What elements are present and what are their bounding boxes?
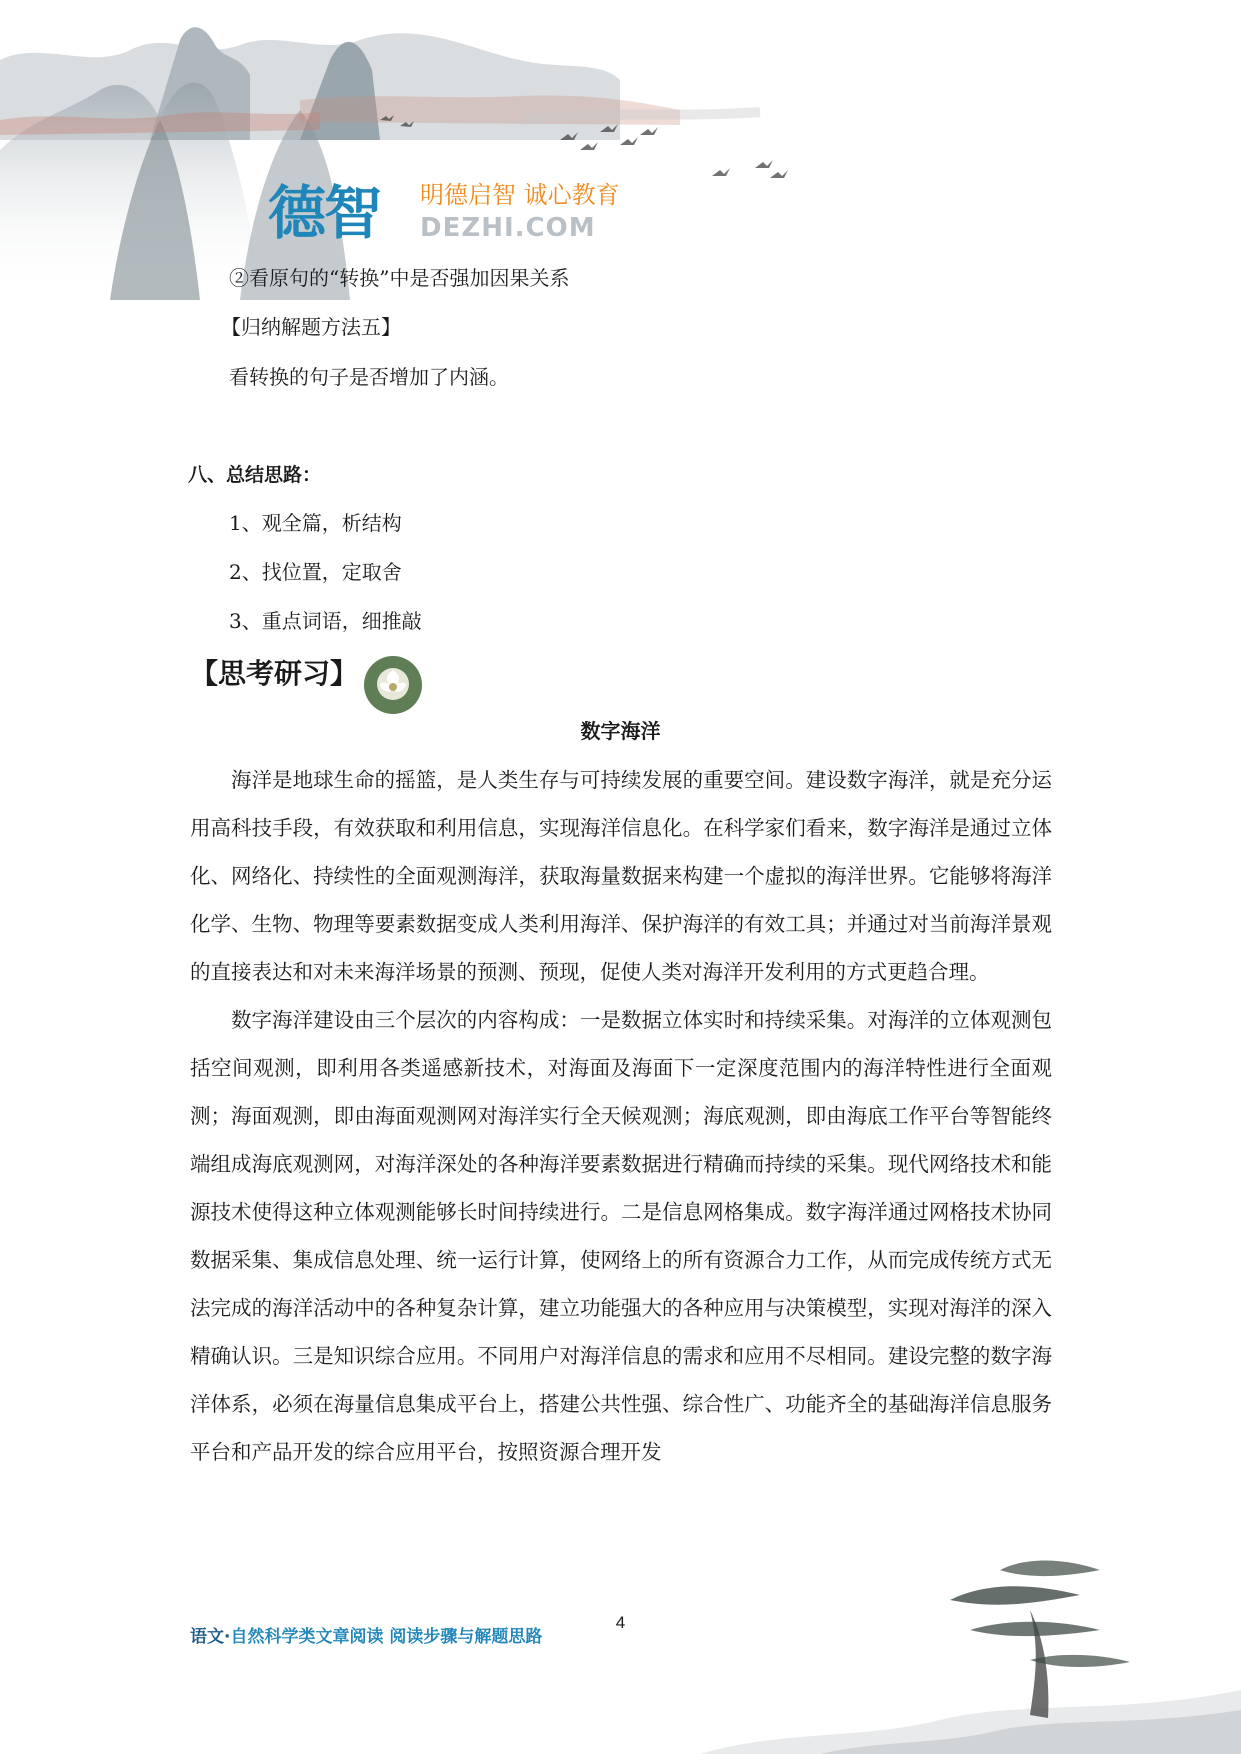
article-body (190, 756, 1052, 1476)
footer-title (190, 1622, 542, 1647)
article-paragraph: 数字海洋建设由三个层次的内容构成：一是数据立体实时和持续采集。对海洋的立体观测包括空间观测，即利用各类遥感新技术，对海面及海面下一定深度范围内的海洋特性进行全面观测；海面观测，即由海面观测网对海洋实行全天候观测；海底观测，即由海底工作平台等智能终端组成海底观测网，对海洋深处的各种海洋要素数据进行精确而持续的采集。现代网络技术和能源技术使得这种立体观测能够长时间持续进行。二是信息网格集成。数字海洋通过网格技术协同数据采集、集成信息处理、统一运行计算，使网络上的所有资源合力工作，从而完成传统方式无法完成的海洋活动中的各种复杂计算，建立功能强大的各种应用与决策模型，实现对海洋的深入精确认识。三是知识综合应用。不同用户对海洋信息的需求和应用不尽相同。建设完整的数字海洋体系，必须在海量信息集成平台上，搭建公共性强、综合性广、功能齐全的基础海洋信息服务平台和产品开发的综合应用平台，按照资源合理开发 (190, 1008, 1052, 1464)
pine-tree-decoration (700, 1540, 1241, 1754)
summary-item: 1、观全篇，析结构 (229, 511, 402, 535)
dezhi-logo: 德智 (268, 179, 381, 247)
article-title: 数字海洋 (580, 719, 661, 743)
logo-domain: DEZHI.COM (420, 213, 596, 243)
summary-item: 2、找位置，定取舍 (229, 560, 402, 584)
article-paragraph: 海洋是地球生命的摇篮，是人类生存与可持续发展的重要空间。建设数字海洋，就是充分运用高科技手段，有效获取和利用信息，实现海洋信息化。在科学家们看来，数字海洋是通过立体化、网络化、持续性的全面观测海洋，获取海量数据来构建一个虚拟的海洋世界。它能够将海洋化学、生物、物理等要素数据变成人类利用海洋、保护海洋的有效工具；并通过对当前海洋景观的直接表达和对未来海洋场景的预测、预现，促使人类对海洋开发利用的方式更趋合理。 (190, 768, 1052, 984)
intro-line-3: 看转换的句子是否增加了内涵。 (229, 365, 509, 389)
summary-item: 3、重点词语，细推敲 (229, 609, 422, 633)
study-heading: 【思考研习】 (190, 657, 359, 690)
logo-slogan: 明德启智 诚心教育 (420, 181, 620, 209)
footer-topic: 自然科学类文章阅读 阅读步骤与解题思路 (230, 1627, 543, 1647)
mountain-landscape-banner (0, 0, 1241, 320)
intro-line-2: 【归纳解题方法五】 (221, 315, 401, 339)
summary-heading: 八、总结思路： (188, 464, 322, 486)
footer-subject: 语文· (190, 1627, 231, 1647)
intro-line-1: ②看原句的“转换”中是否强加因果关系 (229, 266, 570, 290)
page-number: 4 (615, 1613, 626, 1632)
flower-emblem-icon (362, 654, 424, 716)
